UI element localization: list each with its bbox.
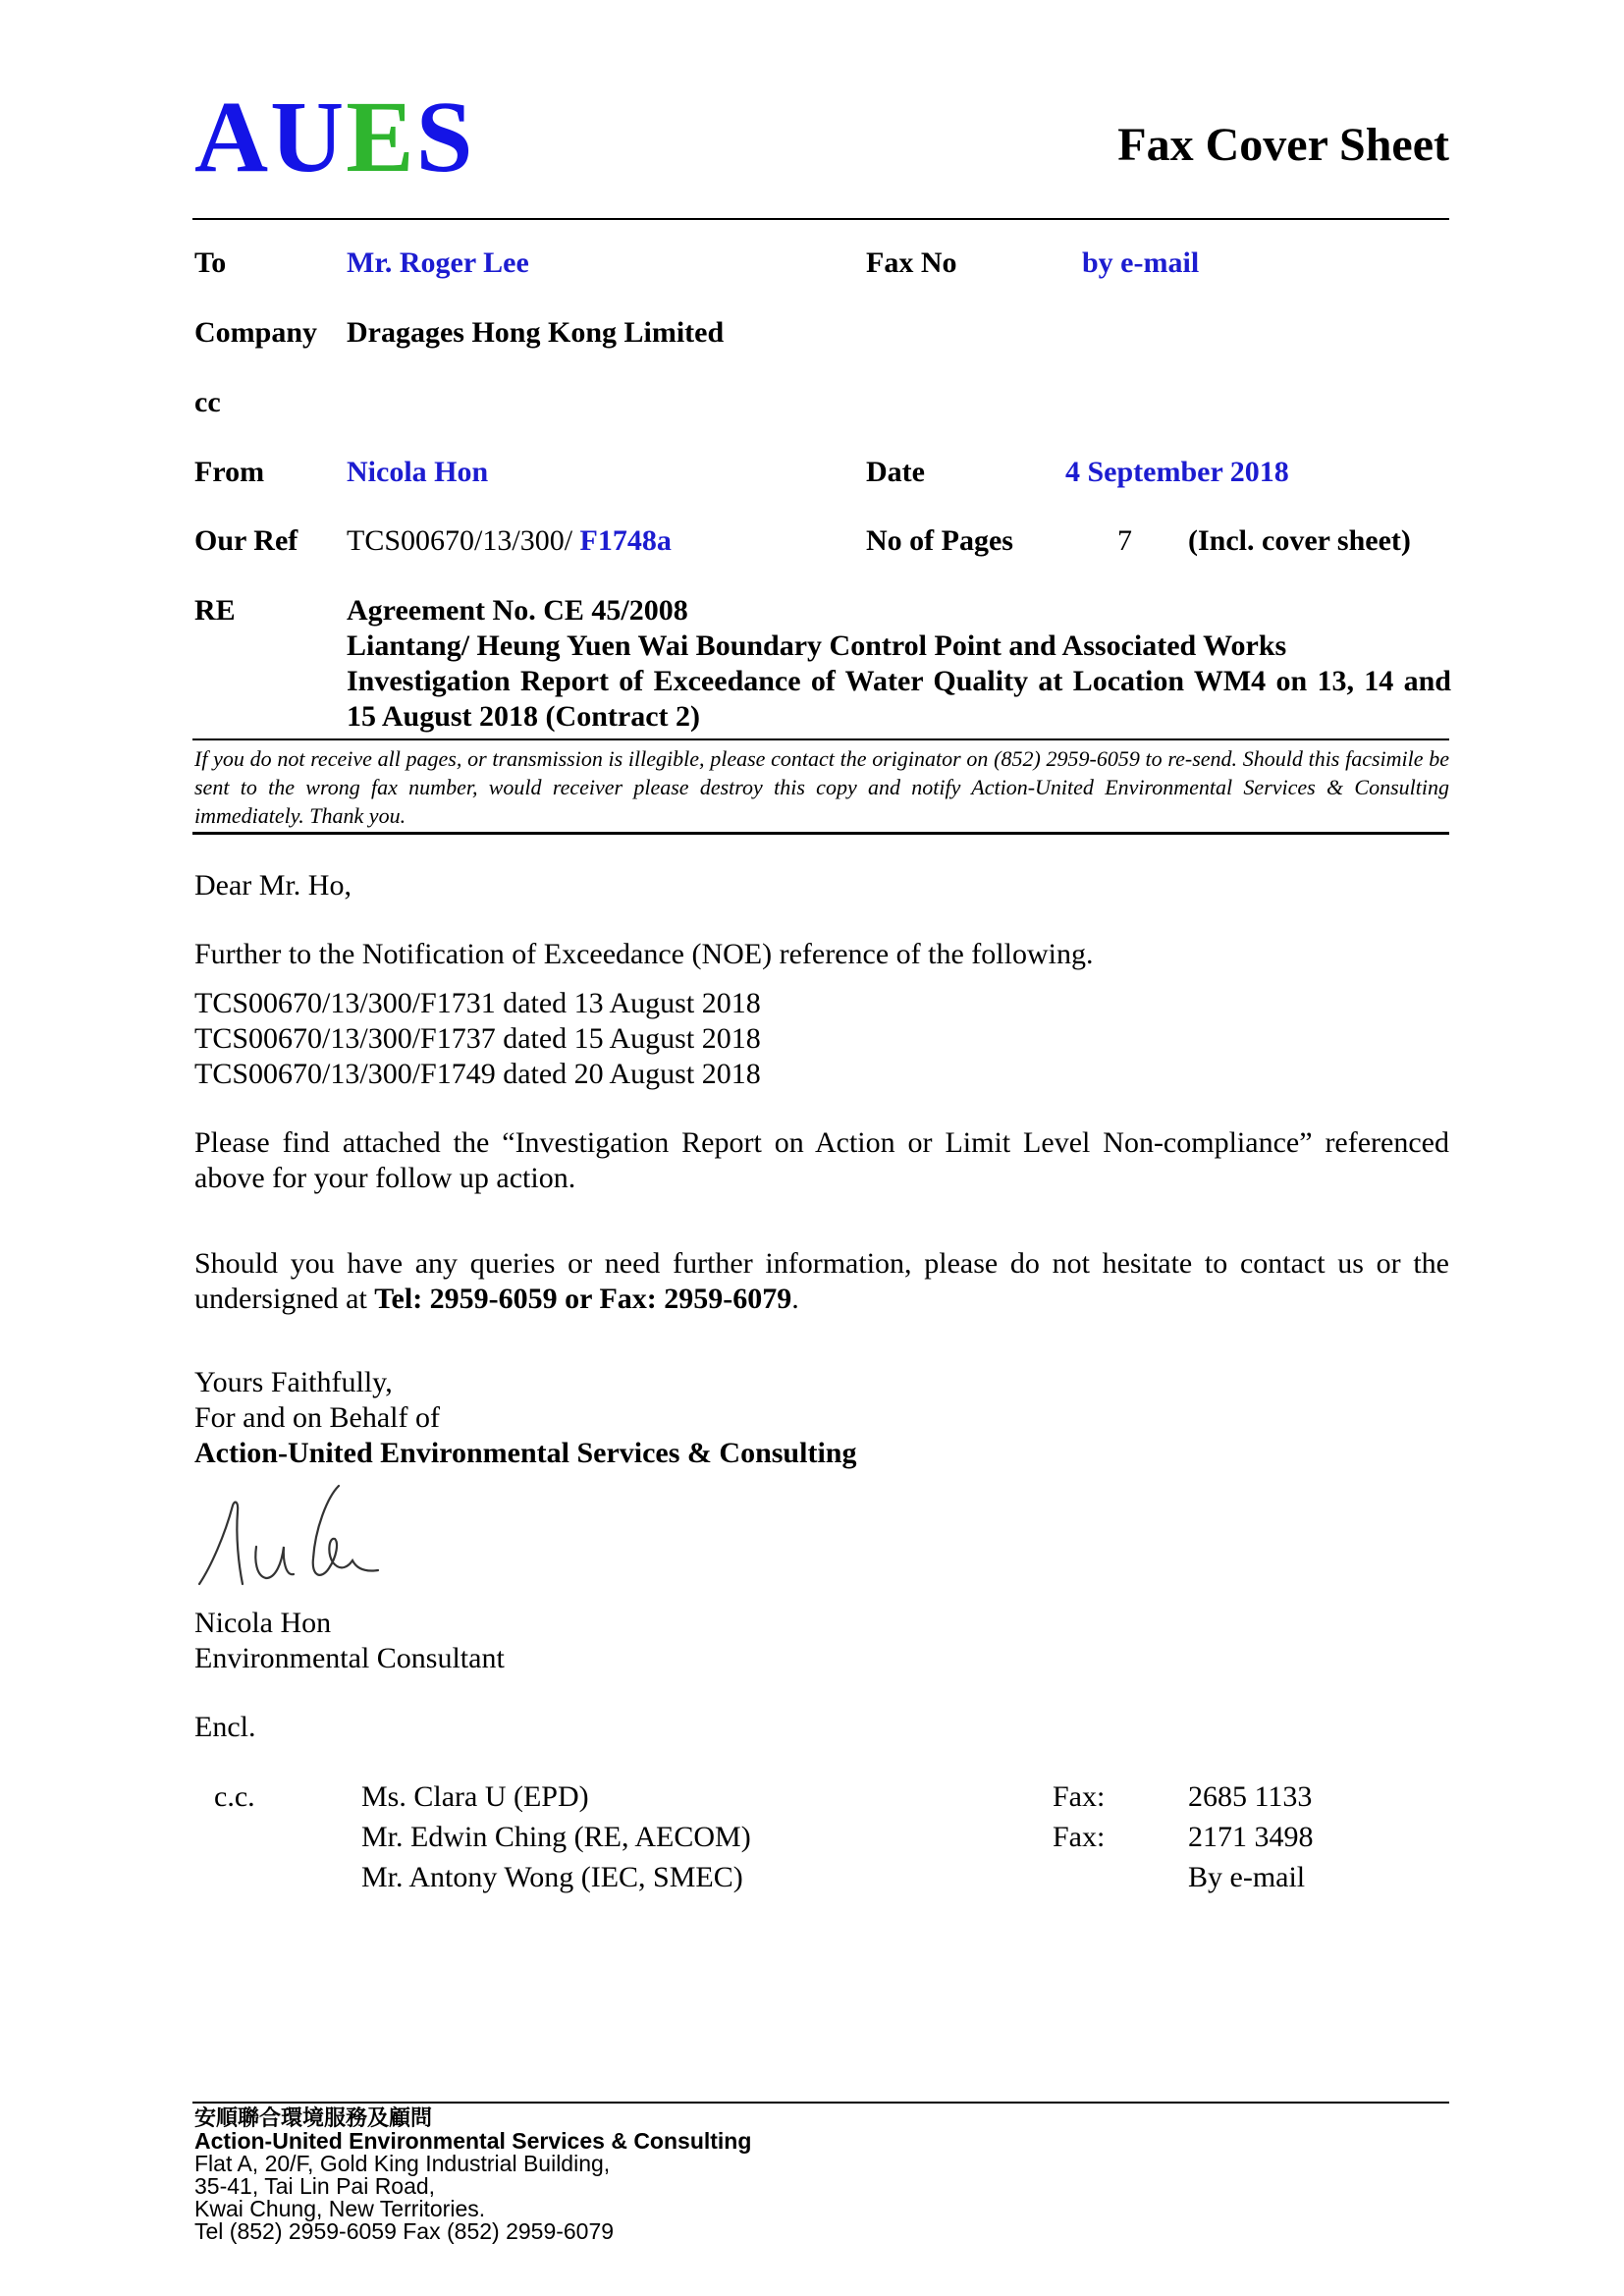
closing-line: Yours Faithfully,: [194, 1366, 393, 1398]
re-line: Agreement No. CE 45/2008: [347, 594, 688, 627]
cc-fax-number: By e-mail: [1188, 1861, 1306, 1893]
signer-title: Environmental Consultant: [194, 1642, 505, 1674]
footer-address-block: [194, 2107, 751, 2243]
transmission-notice: If you do not receive all pages, or transmission is illegible, please contact the originator on (852) 2959-6059 to re-send. Should this facsimile be sent to the wrong fax number, would receiver please destroy this copy and notify Action-United Environmental Services & Consulting immediately. Thank you.: [194, 746, 1449, 828]
fax-value: by e-mail: [1082, 246, 1200, 279]
ref-label: Our Ref: [194, 524, 298, 557]
noe-reference: TCS00670/13/300/F1749 dated 20 August 2018: [194, 1058, 761, 1090]
queries-paragraph: [194, 1246, 1449, 1317]
salutation: Dear Mr. Ho,: [194, 869, 352, 902]
contact-numbers: Tel: 2959-6059 or Fax: 2959-6079: [374, 1283, 792, 1315]
notice-top-rule: [192, 738, 1449, 740]
cc-label: cc: [194, 386, 221, 418]
noe-reference: TCS00670/13/300/F1737 dated 15 August 2018: [194, 1022, 761, 1055]
footer-contact: Tel (852) 2959-6059 Fax (852) 2959-6079: [194, 2218, 615, 2244]
to-label: To: [194, 246, 227, 279]
footer-address-line: Kwai Chung, New Territories.: [194, 2196, 486, 2221]
pages-note: (Incl. cover sheet): [1188, 524, 1411, 557]
fax-label: Fax No: [866, 246, 957, 279]
pages-value: 7: [1117, 524, 1132, 557]
closing-company: Action-United Environmental Services & Consulting: [194, 1437, 857, 1469]
cc-fax-label: Fax:: [1053, 1780, 1106, 1813]
footer-address-line: 35-41, Tai Lin Pai Road,: [194, 2173, 436, 2199]
queries-end: .: [791, 1283, 799, 1315]
date-value: 4 September 2018: [1065, 456, 1289, 488]
date-label: Date: [866, 456, 925, 488]
from-value: Nicola Hon: [347, 456, 489, 488]
attached-paragraph: Please find attached the “Investigation Report on Action or Limit Level Non-compliance” referenced above for your follow up action.: [194, 1126, 1449, 1194]
notice-bottom-rule: [192, 832, 1449, 835]
pages-label: No of Pages: [866, 524, 1013, 557]
cc-fax-number: 2685 1133: [1188, 1780, 1313, 1813]
closing-block: [194, 1365, 856, 1471]
ref-value: [347, 523, 672, 559]
footer-chinese-name: 安順聯合環境服務及顧問: [194, 2106, 433, 2131]
footer-divider: [192, 2102, 1449, 2104]
ref-prefix: TCS00670/13/300/: [347, 524, 580, 557]
company-value: Dragages Hong Kong Limited: [347, 316, 725, 349]
from-label: From: [194, 456, 265, 488]
cc-recipient-name: Mr. Edwin Ching (RE, AECOM): [361, 1821, 751, 1853]
cc-fax-number: 2171 3498: [1188, 1821, 1314, 1853]
re-line: Investigation Report of Exceedance of Water Quality at Location WM4 on 13, 14 and 15 August 2018 (Contract 2): [347, 665, 1451, 733]
queries-text: Should you have any queries or need further information, please do not hesitate to contact us or the undersigned at: [194, 1247, 1449, 1315]
signature-image: [191, 1478, 407, 1596]
company-label: Company: [194, 316, 318, 349]
noe-reference: TCS00670/13/300/F1731 dated 13 August 2018: [194, 987, 761, 1019]
document-title: Fax Cover Sheet: [1117, 119, 1449, 171]
cc-recipient-name: Mr. Antony Wong (IEC, SMEC): [361, 1861, 743, 1893]
re-label: RE: [194, 594, 236, 627]
re-line: Liantang/ Heung Yuen Wai Boundary Control Point and Associated Works: [347, 629, 1287, 662]
noe-reference-list: [194, 986, 761, 1092]
to-value: Mr. Roger Lee: [347, 246, 529, 279]
cc-fax-label: Fax:: [1053, 1821, 1106, 1853]
cc-recipient-name: Ms. Clara U (EPD): [361, 1780, 589, 1813]
signer-name: Nicola Hon: [194, 1607, 332, 1639]
aues-logo: AUES: [194, 81, 475, 193]
closing-line: For and on Behalf of: [194, 1401, 440, 1434]
re-subject: [347, 593, 1451, 735]
header-divider: [192, 218, 1449, 220]
cc-list-label: c.c.: [214, 1780, 255, 1813]
enclosure-label: Encl.: [194, 1711, 256, 1743]
signer-block: [194, 1606, 505, 1676]
footer-address-line: Flat A, 20/F, Gold King Industrial Building,: [194, 2151, 611, 2176]
ref-code: F1748a: [579, 524, 672, 557]
intro-paragraph: Further to the Notification of Exceedance (NOE) reference of the following.: [194, 938, 1094, 970]
footer-company: Action-United Environmental Services & Consulting: [194, 2128, 752, 2154]
